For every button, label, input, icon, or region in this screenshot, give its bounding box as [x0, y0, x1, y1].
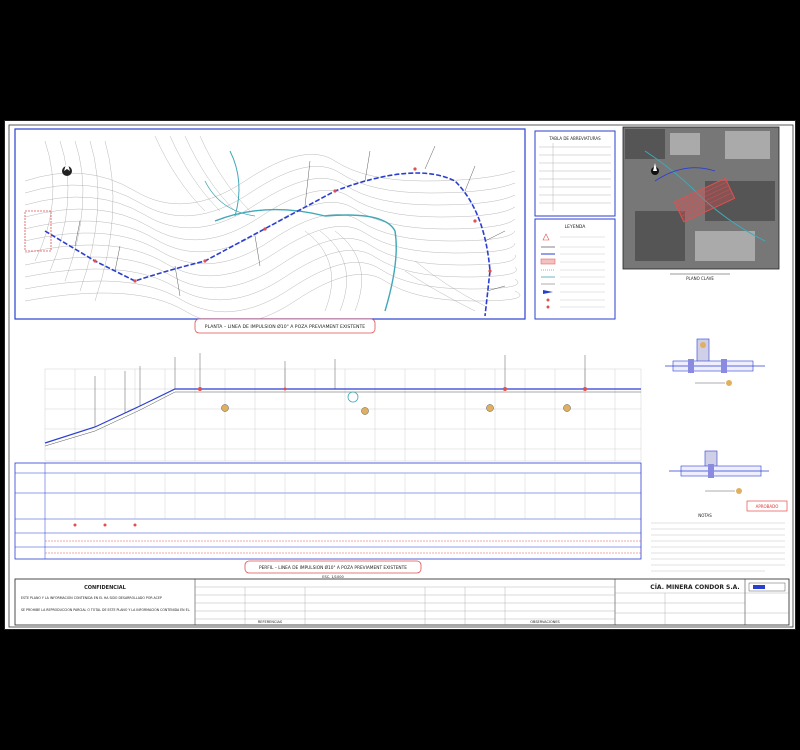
drawing-canvas — [5, 121, 797, 631]
profile-grid — [45, 369, 641, 461]
profile-data-table — [15, 463, 641, 579]
detail-top — [665, 339, 765, 386]
profile-scale: ESC. 1/1000 — [322, 575, 344, 579]
references-label: REFERENCIAS — [257, 620, 283, 624]
approval-stamp: APROBADO — [755, 504, 779, 509]
notes-title: NOTAS — [698, 513, 712, 518]
detail-bottom — [669, 451, 787, 511]
profile-view — [45, 353, 641, 461]
pipe-profile-line — [45, 389, 641, 443]
abbrev-title: TABLA DE ABREVIATURAS — [549, 136, 601, 141]
revisions-label: OBSERVACIONES — [530, 620, 560, 624]
legend-box — [535, 219, 615, 319]
company-name: CÍA. MINERA CONDOR S.A. — [650, 584, 740, 591]
notes-block — [651, 513, 785, 571]
profile-title: PERFIL – LINEA DE IMPULSION Ø10" A POZA PREVIAMENT EXISTENTE — [259, 566, 407, 571]
key-plan — [623, 127, 779, 281]
drawing-sheet — [4, 120, 796, 630]
confidential-text-1: ESTE PLANO Y LA INFORMACIÓN CONTENIDA EN EL HA SIDO DESARROLLADO POR ACEP — [21, 596, 162, 600]
detail-views — [665, 339, 787, 511]
key-plan-caption: PLANO CLAVE — [686, 276, 714, 281]
abbreviations-table — [535, 131, 615, 216]
title-block — [15, 579, 789, 625]
plan-title: PLANTA – LINEA DE IMPULSION Ø10" A POZA PREVIAMENT EXISTENTE — [204, 325, 366, 330]
confidential-title: CONFIDENCIAL — [84, 585, 126, 591]
plan-view — [15, 129, 525, 333]
legend-title: LEYENDA — [564, 225, 586, 230]
confidential-text-2: SE PROHIBE LA REPRODUCCION PARCIAL O TOTAL DE ESTE PLANO Y LA INFORMACIÓN CONTENIDA EN EL. — [21, 608, 191, 612]
